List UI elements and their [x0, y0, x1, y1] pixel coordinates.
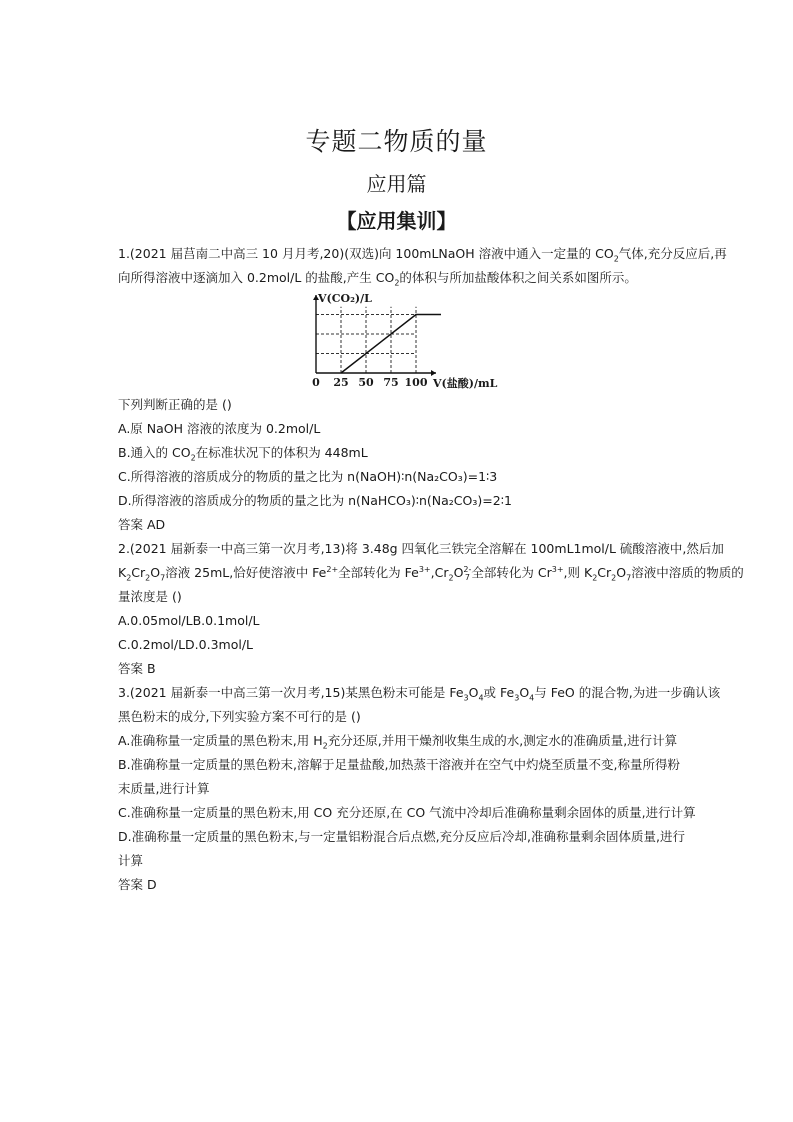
q3-opta-b: 充分还原,并用干燥剂收集生成的水,测定水的准确质量,进行计算: [327, 733, 678, 748]
q2-options-ab: A.0.05mol/LB.0.1mol/L: [118, 613, 260, 628]
q3-text-d: O: [519, 685, 530, 700]
q3-line-2: 黑色粉末的成分,下列实验方案不可行的是 (): [118, 709, 361, 724]
q1-line-1: [118, 246, 727, 262]
q3-option-b-2: 末质量,进行计算: [118, 781, 210, 796]
q2-text-b: 全部转化为 Fe: [338, 565, 419, 580]
x-axis-arrow: [431, 370, 436, 376]
x-tick-label-3: 75: [383, 376, 399, 389]
q3-option-d-1: D.准确称量一定质量的黑色粉末,与一定量铝粉混合后点燃,充分反应后冷却,准确称量剩余固体质量,进行: [118, 829, 685, 844]
page-subtitle: 应用篇: [366, 172, 427, 196]
x-tick-label-2: 50: [358, 376, 374, 389]
q2-k: K: [118, 565, 127, 580]
q3-answer: 答案 D: [118, 877, 157, 892]
q2-f-o: O: [616, 565, 627, 580]
q1-text-1a: 1.(2021 届莒南二中高三 10 月月考,20)(双选)向 100mLNaOH 溶液中通入一定量的 CO: [118, 246, 614, 261]
q3-sub-3: 3: [514, 693, 520, 703]
q2-cr: Cr: [131, 565, 146, 580]
chart-ticks: [312, 376, 428, 389]
q3-option-b-1: B.准确称量一定质量的黑色粉末,溶解于足量盐酸,加热蒸干溶液并在空气中灼烧至质量不变,称量所得粉: [118, 757, 680, 772]
q2-sup-3: 3+: [551, 564, 564, 574]
x-tick-label-4: 100: [404, 376, 428, 389]
q1-option-d: D.所得溶液的溶质成分的物质的量之比为 n(NaHCO₃)∶n(Na₂CO₃)=2∶1: [118, 493, 512, 508]
q1-text-2b: 的体积与所加盐酸体积之间关系如图所示。: [399, 270, 637, 285]
q2-text-f: ,则 K: [563, 565, 593, 580]
series-line-0: [341, 315, 441, 374]
q3-line-1: [118, 685, 720, 701]
q2-text-e: 全部转化为 Cr: [471, 565, 552, 580]
q2-o: O: [150, 565, 161, 580]
x-tick-label-0: 0: [312, 376, 320, 389]
q3-text-e: 与 FeO 的混合物,为进一步确认该: [534, 685, 721, 700]
q2-frac-top: 2-: [463, 564, 472, 574]
q1-optb-b: 在标准状况下的体积为 448mL: [195, 445, 368, 460]
q1-option-c: C.所得溶液的溶质成分的物质的量之比为 n(NaOH)∶n(Na₂CO₃)=1∶3: [118, 469, 498, 484]
q2-frac-bot: 7: [464, 572, 470, 582]
q2-text-c: ,Cr: [430, 565, 449, 580]
q3-sub-4: 4: [529, 693, 535, 703]
q1-optb-a: B.通入的 CO: [118, 445, 191, 460]
co2-volume-chart: [306, 290, 506, 390]
q2-line-1: 2.(2021 届新泰一中高三第一次月考,13)将 3.48g 四氧化三铁完全溶解在 100mL1mol/L 硫酸溶液中,然后加: [118, 541, 724, 556]
section-heading: 【应用集训】: [336, 209, 457, 233]
q2-answer: 答案 B: [118, 661, 156, 676]
q3-opta-a: A.准确称量一定质量的黑色粉末,用 H: [118, 733, 323, 748]
q3-option-d-2: 计算: [118, 853, 144, 868]
chart-ylabel: V(CO₂)/L: [318, 292, 372, 305]
q2-cr-sub: 2: [145, 573, 151, 583]
q3-text-c: 或 Fe: [483, 685, 515, 700]
q2-options-cd: C.0.2mol/LD.0.3mol/L: [118, 637, 254, 652]
x-tick-label-1: 25: [333, 376, 349, 389]
chart-grid: [316, 307, 416, 373]
q1-stem: 下列判断正确的是 (): [118, 397, 232, 412]
q3-text-a: 3.(2021 届新泰一中高三第一次月考,15)某黑色粉末可能是 Fe: [118, 685, 464, 700]
q2-o-sub: 7: [160, 573, 166, 583]
q2-sup-1: 2+: [326, 564, 339, 574]
q1-optb-sub: 2: [190, 453, 196, 463]
q2-sup-2: 3+: [418, 564, 431, 574]
q3-text-b: O: [468, 685, 479, 700]
chart-axes: [313, 295, 436, 376]
q2-k-sub: 2: [126, 573, 132, 583]
q2-f-sub3: 7: [626, 573, 632, 583]
q3-opta-sub: 2: [322, 741, 328, 751]
q2-line-2: [118, 565, 744, 582]
q1-option-a: A.原 NaOH 溶液的浓度为 0.2mol/L: [118, 421, 321, 436]
chart-xlabel: V(盐酸)/mL: [433, 377, 498, 390]
q3-option-a: [118, 733, 677, 749]
page-title: 专题二物质的量: [305, 127, 488, 156]
q1-answer: 答案 AD: [118, 517, 166, 532]
q1-option-b: [118, 445, 368, 461]
q1-line-2: [118, 270, 637, 286]
q3-sub-1: 3: [463, 693, 469, 703]
q1-text-1b: 气体,充分反应后,再: [618, 246, 727, 261]
q2-text-a: 溶液 25mL,恰好使溶液中 Fe: [165, 565, 327, 580]
q2-sub-3: 2: [448, 573, 454, 583]
q1-text-2a: 向所得溶液中逐滴加入 0.2mol/L 的盐酸,产生 CO: [118, 270, 395, 285]
q2-f-sub2: 2: [611, 573, 617, 583]
q2-line-3: 量浓度是 (): [118, 589, 182, 604]
chart-series: [341, 315, 441, 374]
q1-sub-2: 2: [394, 278, 400, 288]
q3-option-c: C.准确称量一定质量的黑色粉末,用 CO 充分还原,在 CO 气流中冷却后准确称量剩余固体的质量,进行计算: [118, 805, 696, 820]
q2-text-d: O: [453, 565, 464, 580]
q2-f-cr: Cr: [597, 565, 612, 580]
q2-text-g: 溶液中溶质的物质的: [631, 565, 744, 580]
q2-f-sub1: 2: [592, 573, 598, 583]
q3-sub-2: 4: [478, 693, 484, 703]
q1-sub-1: 2: [613, 254, 619, 264]
